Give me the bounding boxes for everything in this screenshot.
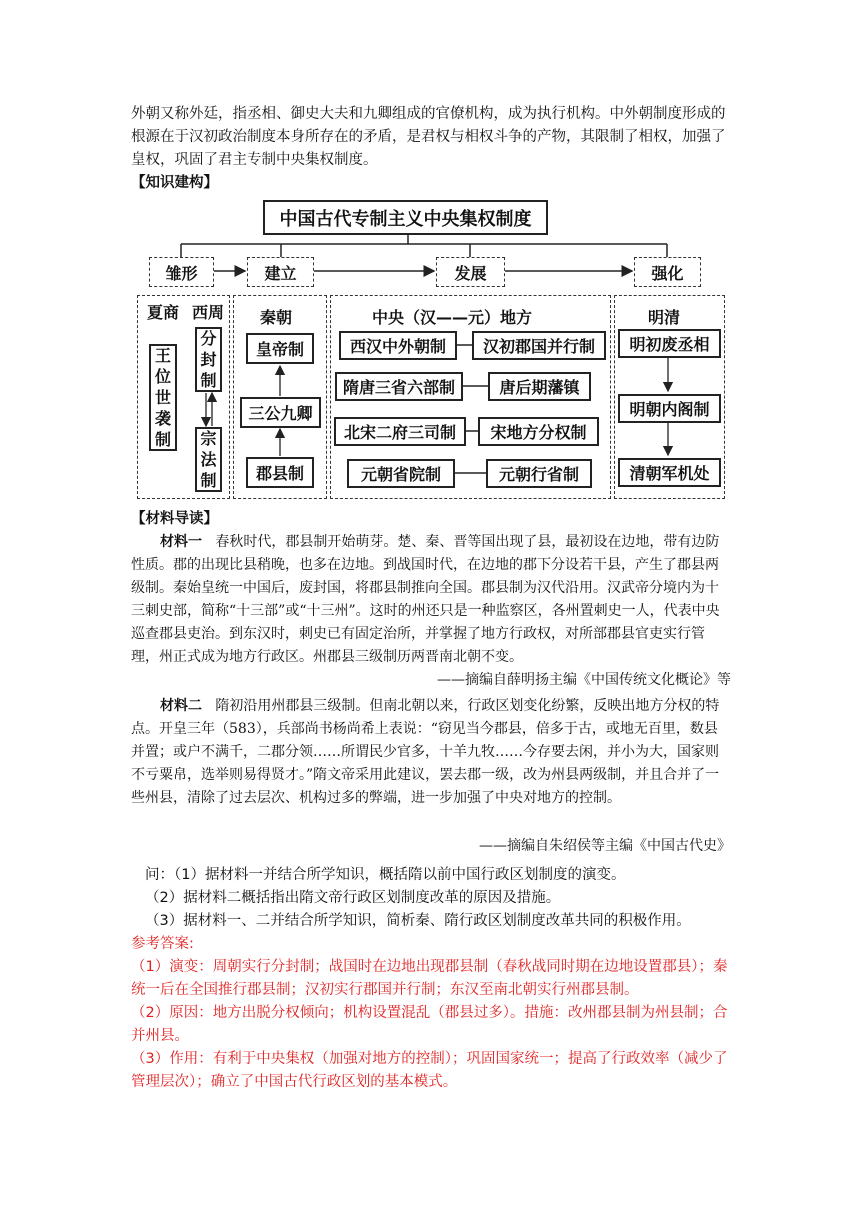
label-xiashang: 夏商	[147, 303, 180, 322]
material2-label: 材料二	[160, 698, 202, 714]
material2-text: 隋初沿用州郡县三级制。但南北朝以来，行政区划变化纷繁，反映出地方分权的特点。开皇三年（583），兵部尚书杨尚希上表说：“窃见当今郡县，倍多于古，或地无百里，数县并置；或户不满千，二郡分领……所谓民少官多，十羊九牧……今存要去闲，并小为大，国家则不亏粟帛，选举则易得贤才。”隋文帝采用此建议，罢去郡一级，改为州县两级制，并且合并了一些州县，清除了过去层次、机构过多的弊端，进一步加强了中央对地方的控制。	[131, 698, 720, 806]
heading-knowledge: 【知识建构】	[131, 175, 218, 191]
intro-paragraph: 外朝又称外廷，指丞相、御史大夫和九卿组成的官僚机构，成为执行机构。中外朝制度形成的根源在于汉初政治制度本身所存在的矛盾，是君权与相权斗争的产物，其限制了相权，加强了皇权，巩固了君主专制中央集权制度。	[131, 106, 726, 168]
box-fei-chengxiang: 明初废丞相	[618, 329, 721, 358]
question-3: （3）据材料一、二并结合所学知识，简析秦、隋行政区划制度改革共同的积极作用。	[145, 913, 691, 929]
box-beisong: 北宋二府三司制	[334, 417, 466, 446]
material1-source: ——摘编自薛明扬主编《中国传统文化概论》等	[437, 672, 731, 688]
diagram-title: 中国古代专制主义中央集权制度	[263, 200, 548, 235]
material1-text: 春秋时代，郡县制开始萌芽。楚、秦、晋等国出现了县，最初设在边地，带有边防性质。郡的出现比县稍晚，也多在边地。到战国时代，在边地的郡下分设若干县，产生了郡县两级制。秦始皇统一中国后，废封国，将郡县制推向全国。郡县制为汉代沿用。汉武帝分境内为十三刺史部，简称“十三部”或“十三州”。这时的州还只是一种监察区，各州置刺史一人，代表中央巡查郡县吏治。到东汉时，刺史已有固定治所，并掌握了地方行政权，对所部郡县官吏实行管理，州正式成为地方行政区。州郡县三级制历两晋南北朝不变。	[131, 534, 720, 665]
box-fanzhen: 唐后期藩镇	[488, 372, 591, 401]
material2	[131, 695, 731, 810]
box-wangwei: 王 位 世 袭 制	[149, 344, 177, 451]
heading-material: 【材料导读】	[131, 511, 218, 527]
stage-strengthen: 强化	[634, 257, 701, 287]
label-dev-header: 中央（汉——元）地方	[372, 308, 533, 327]
box-zongfa: 宗 法 制	[195, 427, 222, 492]
box-xihan: 西汉中外朝制	[339, 331, 457, 360]
answer-1: （1）演变：周朝实行分封制；战国时在边地出现郡县制（春秋战同时期在边地设置郡县）；秦统一后在全国推行郡县制；汉初实行郡国并行制；东汉至南北朝实行州郡县制。	[131, 959, 728, 998]
answer-2: （2）原因：地方出脱分权倾向；机构设置混乱（郡县过多）。措施：改州郡县制为州县制；合并州县。	[131, 1005, 728, 1044]
stage-establish: 建立	[247, 257, 314, 287]
box-yuanxing: 元朝行省制	[486, 459, 592, 488]
box-sangong: 三公九卿	[240, 397, 321, 428]
box-junxian: 郡县制	[246, 457, 314, 488]
box-emperor: 皇帝制	[246, 333, 314, 364]
box-songdifang: 宋地方分权制	[478, 417, 599, 446]
question-2: （2）据材料二概括指出隋文帝行政区划制度改革的原因及措施。	[145, 890, 561, 906]
box-yuansheng: 元朝省院制	[347, 459, 455, 488]
label-qin: 秦朝	[260, 308, 293, 327]
box-fenfeng: 分 封 制	[195, 327, 222, 392]
answer-3: （3）作用：有利于中央集权（加强对地方的控制）；巩固国家统一；提高了行政效率（减少了管理层次）；确立了中国古代行政区划的基本模式。	[131, 1051, 728, 1090]
material1	[131, 531, 731, 669]
answer-heading: 参考答案:	[131, 936, 194, 952]
material1-label: 材料一	[160, 534, 202, 550]
box-hanchu: 汉初郡国并行制	[472, 331, 606, 360]
stage-develop: 发展	[436, 257, 505, 287]
question-1: 问：（1）据材料一并结合所学知识，概括隋以前中国行政区划制度的演变。	[145, 867, 626, 883]
label-xizhou: 西周	[192, 303, 225, 322]
box-junjichu: 清朝军机处	[618, 458, 721, 487]
label-mingqing: 明清	[648, 308, 681, 327]
stage-prototype: 雏形	[149, 257, 214, 287]
box-suitang: 隋唐三省六部制	[335, 372, 463, 401]
box-neige: 明朝内阁制	[618, 394, 721, 423]
material2-source: ——摘编自朱绍侯等主编《中国古代史》	[479, 838, 731, 854]
